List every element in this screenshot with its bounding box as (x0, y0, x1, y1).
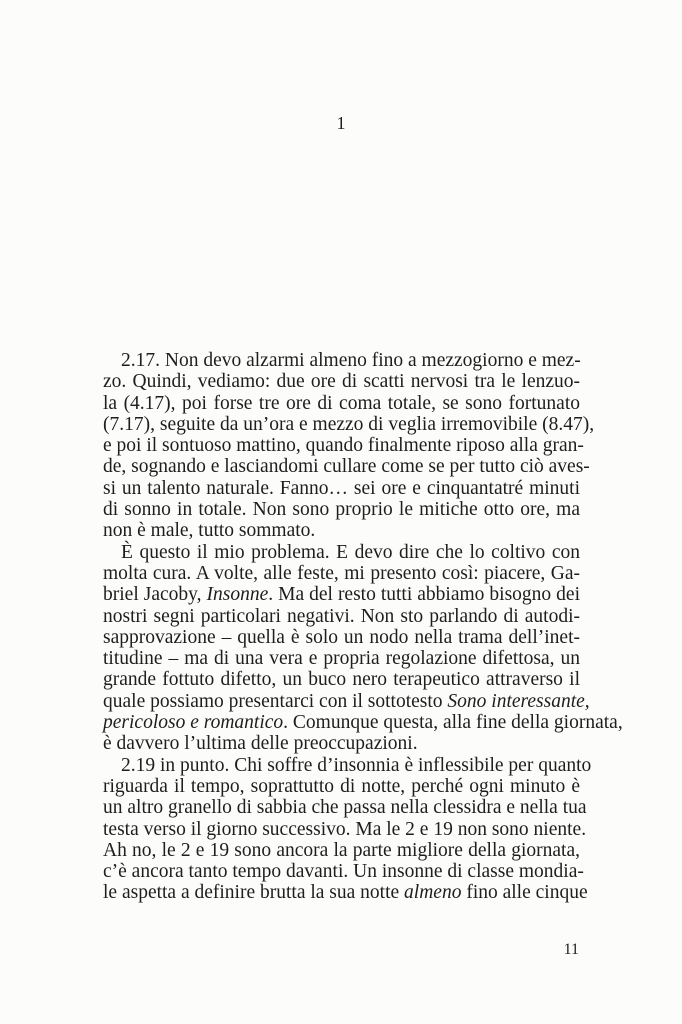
text-segment: quale possiamo presentarci con il sottotesto (103, 690, 448, 712)
text-segment: non è male, tutto sommato. (103, 520, 316, 542)
text-line (103, 456, 590, 478)
text-segment: grande fottuto difetto, un buco nero terapeutico attraverso il (103, 669, 580, 691)
text-line (103, 754, 592, 776)
text-segment: zo. Quindi, vediamo: due ore di scatti nervosi tra le lenzuo- (103, 371, 580, 393)
text-segment: (7.17), seguite da un’ora e mezzo di veglia irremovibile (8.47), (103, 413, 595, 435)
text-line (103, 413, 595, 435)
body-text (103, 350, 623, 904)
text-segment: le aspetta a definire brutta la sua notte (103, 882, 405, 904)
text-segment: c’è ancora tanto tempo davanti. Un insonne di classe mondia- (103, 861, 584, 883)
text-line (103, 435, 584, 457)
text-segment: È questo il mio problema. E devo dire che lo coltivo con (121, 541, 580, 563)
text-segment: briel Jacoby, (103, 584, 207, 606)
page-number: 11 (563, 941, 579, 958)
text-segment: titudine – ma di una vera e propria regolazione difettosa, un (103, 648, 580, 670)
italic-text: Insonne (206, 584, 269, 606)
text-line (103, 606, 580, 627)
text-segment: riguarda il tempo, soprattutto di notte, perché ogni minuto è (103, 775, 580, 797)
text-line (103, 861, 584, 883)
text-line (103, 648, 580, 669)
text-segment: nostri segni particolari negativi. Non sto parlando di autodi- (103, 605, 580, 627)
text-segment: fino alle cinque (461, 882, 588, 904)
text-segment: un altro granello di sabbia che passa nella clessidra e nella tua (103, 797, 587, 819)
text-line (103, 840, 580, 861)
text-segment: è davvero l’ultima delle preoccupazioni. (103, 733, 418, 755)
text-segment: di sonno in totale. Non sono proprio le mitiche otto ore, ma (103, 499, 580, 521)
text-line (103, 371, 580, 392)
text-segment: sapprovazione – quella è solo un nodo nella trama dell’inet- (103, 626, 580, 648)
text-line (103, 776, 580, 797)
text-line (103, 499, 580, 520)
text-line (103, 712, 623, 734)
text-segment: 2.17. Non devo alzarmi almeno fino a mezzogiorno e mez- (121, 350, 581, 371)
text-segment: de, sognando e lasciandomi cullare come se per tutto ciò aves- (103, 456, 590, 478)
text-line (103, 478, 580, 499)
paragraph (103, 350, 595, 542)
text-segment: Ah no, le 2 e 19 sono ancora la parte migliore della giornata, (103, 839, 580, 861)
chapter-number: 1 (336, 113, 346, 133)
text-line (103, 542, 580, 563)
text-segment: . Ma del resto tutti abbiamo bisogno dei (268, 584, 580, 606)
text-line (103, 393, 580, 414)
text-line (103, 520, 580, 541)
text-segment: . Comunque questa, alla fine della giornata, (283, 712, 623, 734)
text-segment: si un talento naturale. Fanno… sei ore e cinquantatré minuti (103, 477, 580, 499)
text-segment: la (4.17), poi forse tre ore di coma totale, se sono fortunato (103, 392, 580, 414)
italic-text: Sono interessante, (447, 690, 590, 712)
paragraph (103, 541, 623, 755)
text-line (103, 690, 590, 712)
text-line (103, 669, 580, 690)
italic-text: almeno (404, 882, 462, 904)
paragraph (103, 754, 592, 904)
text-line (103, 733, 580, 754)
text-line (103, 627, 580, 648)
text-line (103, 797, 587, 819)
text-segment: 2.19 in punto. Chi soffre d’insonnia è inflessibile per quanto (121, 754, 592, 776)
text-line (103, 350, 580, 371)
text-line (103, 882, 588, 904)
italic-text: pericoloso e romantico (103, 712, 284, 734)
text-segment: e poi il sontuoso mattino, quando finalmente riposo alla gran- (103, 435, 584, 457)
text-line (103, 584, 580, 605)
text-line (103, 563, 580, 584)
text-segment: molta cura. A volte, alle feste, mi presento così: piacere, Ga- (103, 562, 580, 584)
text-line (103, 818, 587, 840)
text-segment: testa verso il giorno successivo. Ma le 2 e 19 non sono niente. (103, 818, 587, 840)
